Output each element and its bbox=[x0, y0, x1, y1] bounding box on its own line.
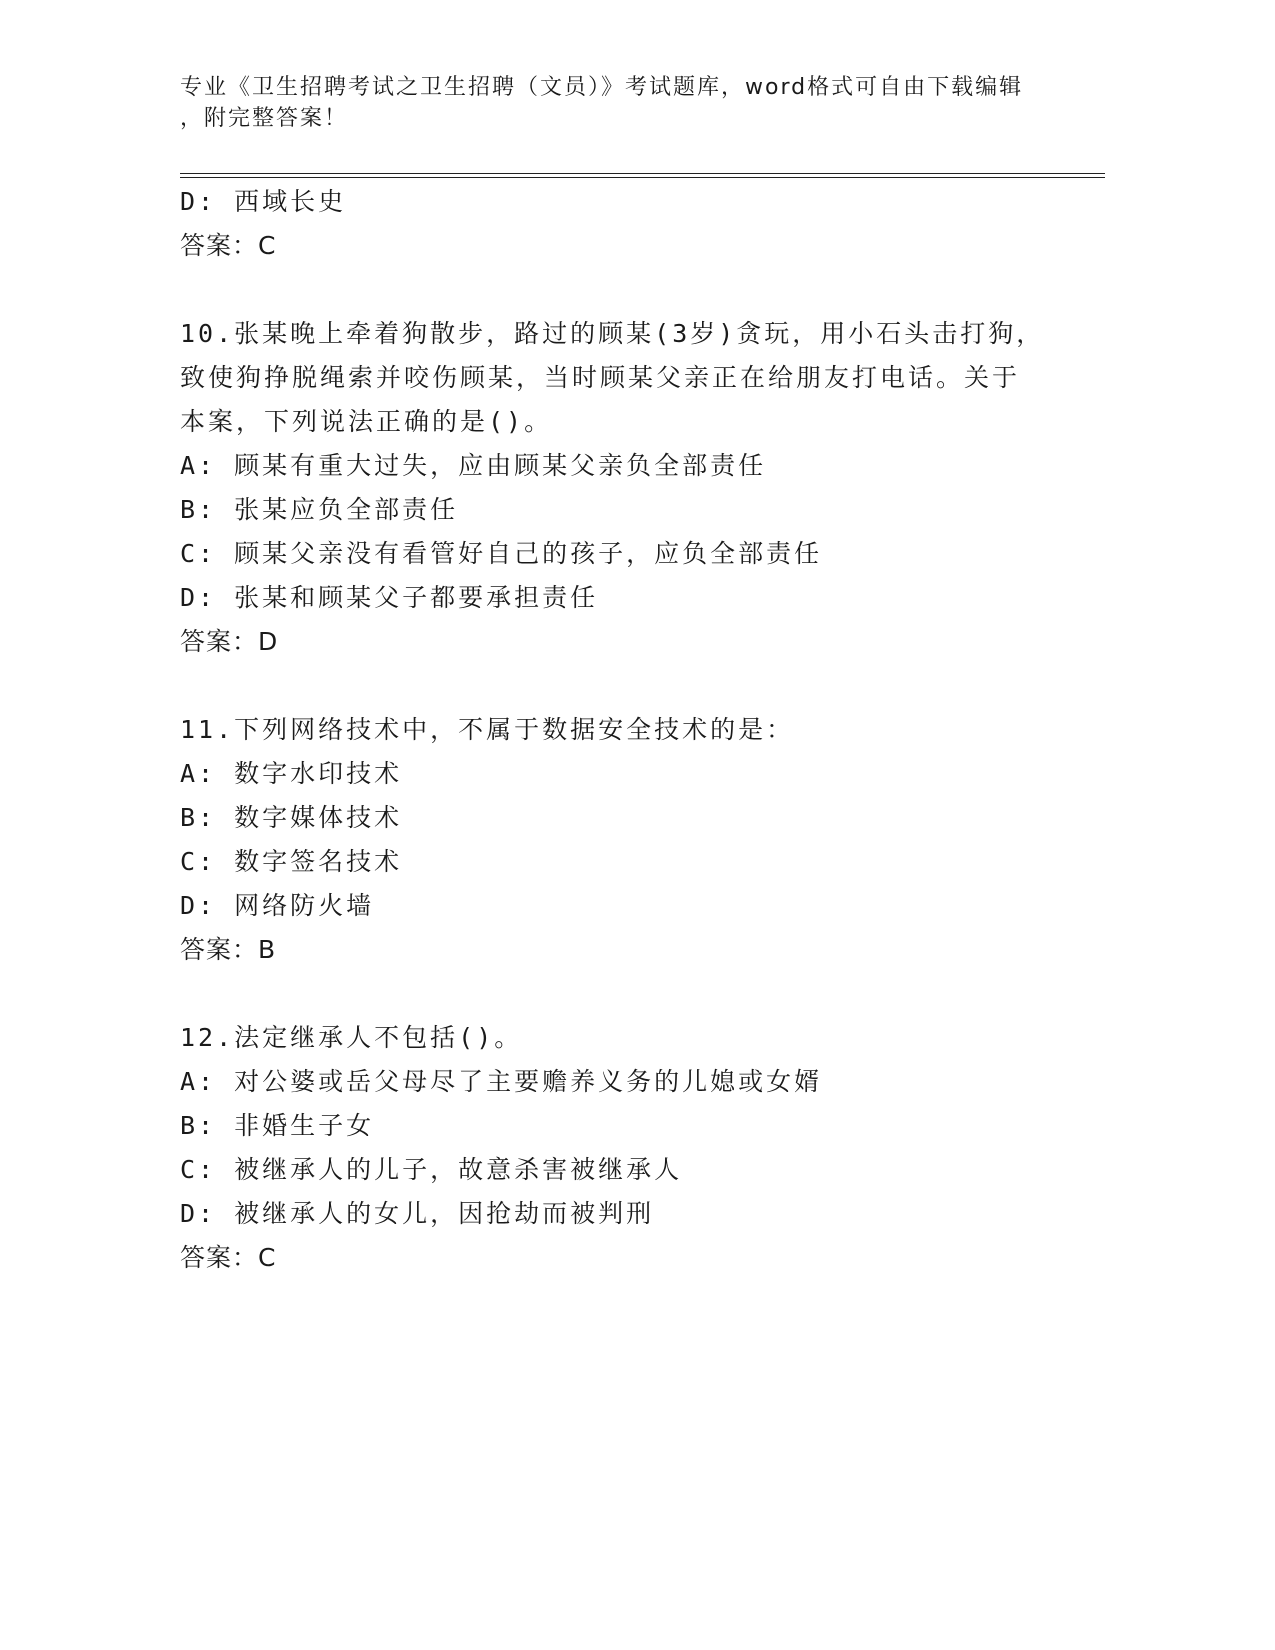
option-c: C: 数字签名技术 bbox=[180, 847, 403, 876]
spacer bbox=[180, 972, 1105, 1016]
option-a: A: 对公婆或岳父母尽了主要赡养义务的儿媳或女婿 bbox=[180, 1067, 823, 1096]
header-rule-bottom bbox=[180, 177, 1105, 178]
option-d: D: 网络防火墙 bbox=[180, 891, 375, 920]
option-c: C: 顾某父亲没有看管好自己的孩子，应负全部责任 bbox=[180, 539, 823, 568]
answer-line: 答案：D bbox=[180, 627, 279, 656]
spacer bbox=[180, 268, 1105, 312]
option-b: B: 数字媒体技术 bbox=[180, 803, 403, 832]
question-stem-line: 致使狗挣脱绳索并咬伤顾某，当时顾某父亲正在给朋友打电话。关于 bbox=[180, 363, 1021, 392]
option-a: A: 数字水印技术 bbox=[180, 759, 403, 788]
option-a: A: 顾某有重大过失，应由顾某父亲负全部责任 bbox=[180, 451, 767, 480]
option-c: C: 被继承人的儿子，故意杀害被继承人 bbox=[180, 1155, 683, 1184]
question-stem-line: 11.下列网络技术中，不属于数据安全技术的是： bbox=[180, 715, 795, 744]
option-d: D: 被继承人的女儿，因抢劫而被判刑 bbox=[180, 1199, 655, 1228]
option-d: D: 西域长史 bbox=[180, 187, 347, 216]
question-12 bbox=[180, 1016, 1105, 1280]
header-line-1: 专业《卫生招聘考试之卫生招聘（文员）》考试题库，word格式可自由下载编辑 bbox=[180, 75, 1024, 100]
question-10 bbox=[180, 312, 1105, 664]
question-content bbox=[180, 180, 1105, 1280]
question-stem-line: 本案，下列说法正确的是()。 bbox=[180, 407, 553, 436]
answer-line: 答案：C bbox=[180, 231, 277, 260]
question-stem-line: 10.张某晚上牵着狗散步，路过的顾某(3岁)贪玩，用小石头击打狗， bbox=[180, 319, 1045, 348]
option-b: B: 非婚生子女 bbox=[180, 1111, 375, 1140]
option-d: D: 张某和顾某父子都要承担责任 bbox=[180, 583, 599, 612]
question-stem-line: 12.法定继承人不包括()。 bbox=[180, 1023, 523, 1052]
answer-line: 答案：B bbox=[180, 935, 277, 964]
document-header bbox=[180, 72, 1060, 134]
question-11 bbox=[180, 708, 1105, 972]
option-b: B: 张某应负全部责任 bbox=[180, 495, 459, 524]
header-rule-top bbox=[180, 173, 1105, 174]
header-line-2: ，附完整答案！ bbox=[180, 106, 349, 131]
answer-line: 答案：C bbox=[180, 1243, 277, 1272]
spacer bbox=[180, 664, 1105, 708]
